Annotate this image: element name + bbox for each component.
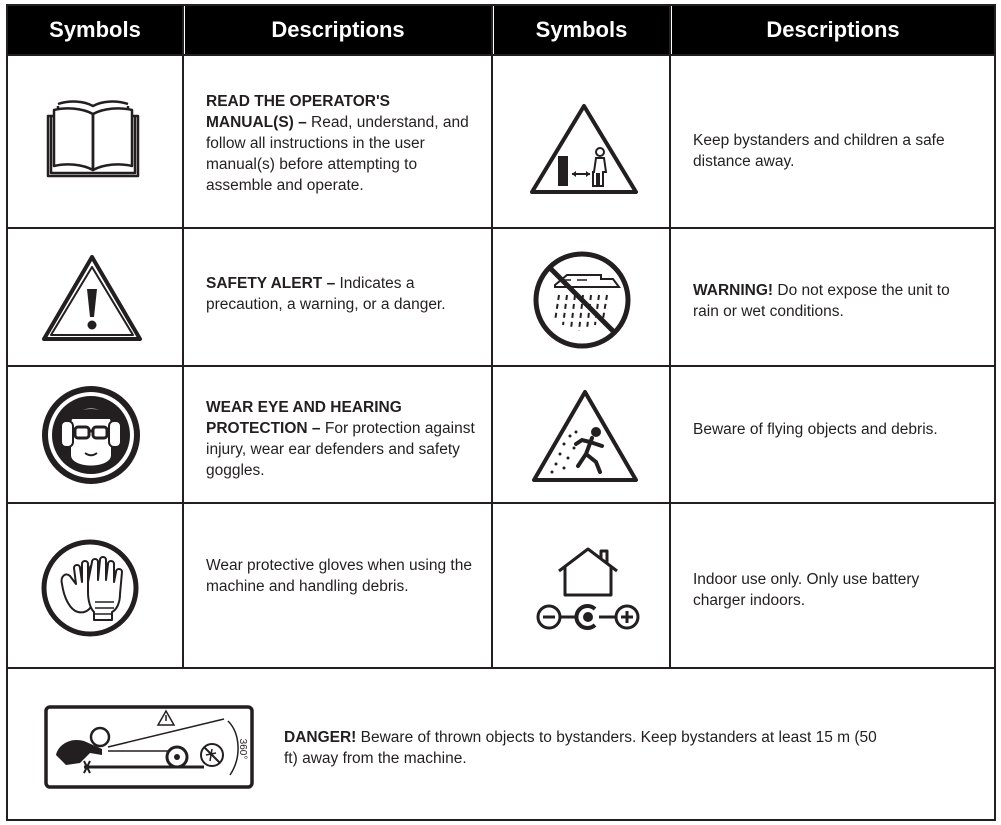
description-bold: WEAR EYE AND HEARING PROTECTION – [206,399,402,437]
grid-line [6,502,996,504]
header-symbols-right [494,6,669,54]
no-rain-icon [531,249,633,351]
description-gloves [206,555,476,597]
header-descriptions-right [672,6,994,54]
header-label: Symbols [49,17,141,42]
flying-objects-icon [530,388,640,484]
bystander-distance-icon [528,102,640,196]
grid-line [182,4,184,669]
description-bold: READ THE OPERATOR'S MANUAL(S) – [206,93,390,131]
description-text: Read, understand, and follow all instructions in the user manual(s) before attempting to assemble and operate. [206,114,469,194]
header-label: Symbols [535,17,628,42]
description-bystanders [693,130,963,172]
grid-line [6,667,996,669]
grid-line [6,227,996,229]
description-indoor-charger [693,569,963,611]
thrown-objects-danger-icon [44,705,254,789]
description-text: For protection against injury, wear ear defenders and safety goggles. [206,420,475,479]
description-text: Beware of thrown objects to bystanders. Keep bystanders at least 15 m (50 ft) away from the machine. [284,729,877,767]
description-flying-objects [693,419,963,440]
description-text: Wear protective gloves when using the machine and handling debris. [206,557,472,595]
protective-gloves-icon [40,538,140,638]
description-text: Keep bystanders and children a safe distance away. [693,132,945,170]
symbols-table [6,4,996,821]
description-safety-alert [206,273,466,315]
grid-line [6,54,996,56]
eye-ear-protection-icon [41,385,141,485]
description-text: Indoor use only. Only use battery charger indoors. [693,571,920,609]
description-eye-ear-protection [206,397,476,481]
description-text: Indicates a precaution, a warning, or a danger. [206,275,446,313]
indoor-charger-icon [533,545,643,631]
description-text: Beware of flying objects and debris. [693,421,938,438]
description-read-manual [206,91,476,196]
safety-alert-icon [40,253,144,343]
header-symbols-left [8,6,182,54]
description-no-rain [693,280,978,322]
header-label: Descriptions [271,17,405,42]
header-descriptions-left [185,6,491,54]
description-bold: SAFETY ALERT – [206,275,336,292]
description-bold: DANGER! [284,729,357,746]
operator-manual-icon [44,100,142,180]
grid-line [669,4,671,669]
description-text: Do not expose the unit to rain or wet conditions. [693,282,950,320]
icon-label-360: 360° [237,738,248,760]
description-bold: WARNING! [693,282,774,299]
grid-line [491,4,493,669]
grid-line [6,365,996,367]
header-label: Descriptions [766,17,900,42]
description-danger-thrown-objects [284,727,894,769]
